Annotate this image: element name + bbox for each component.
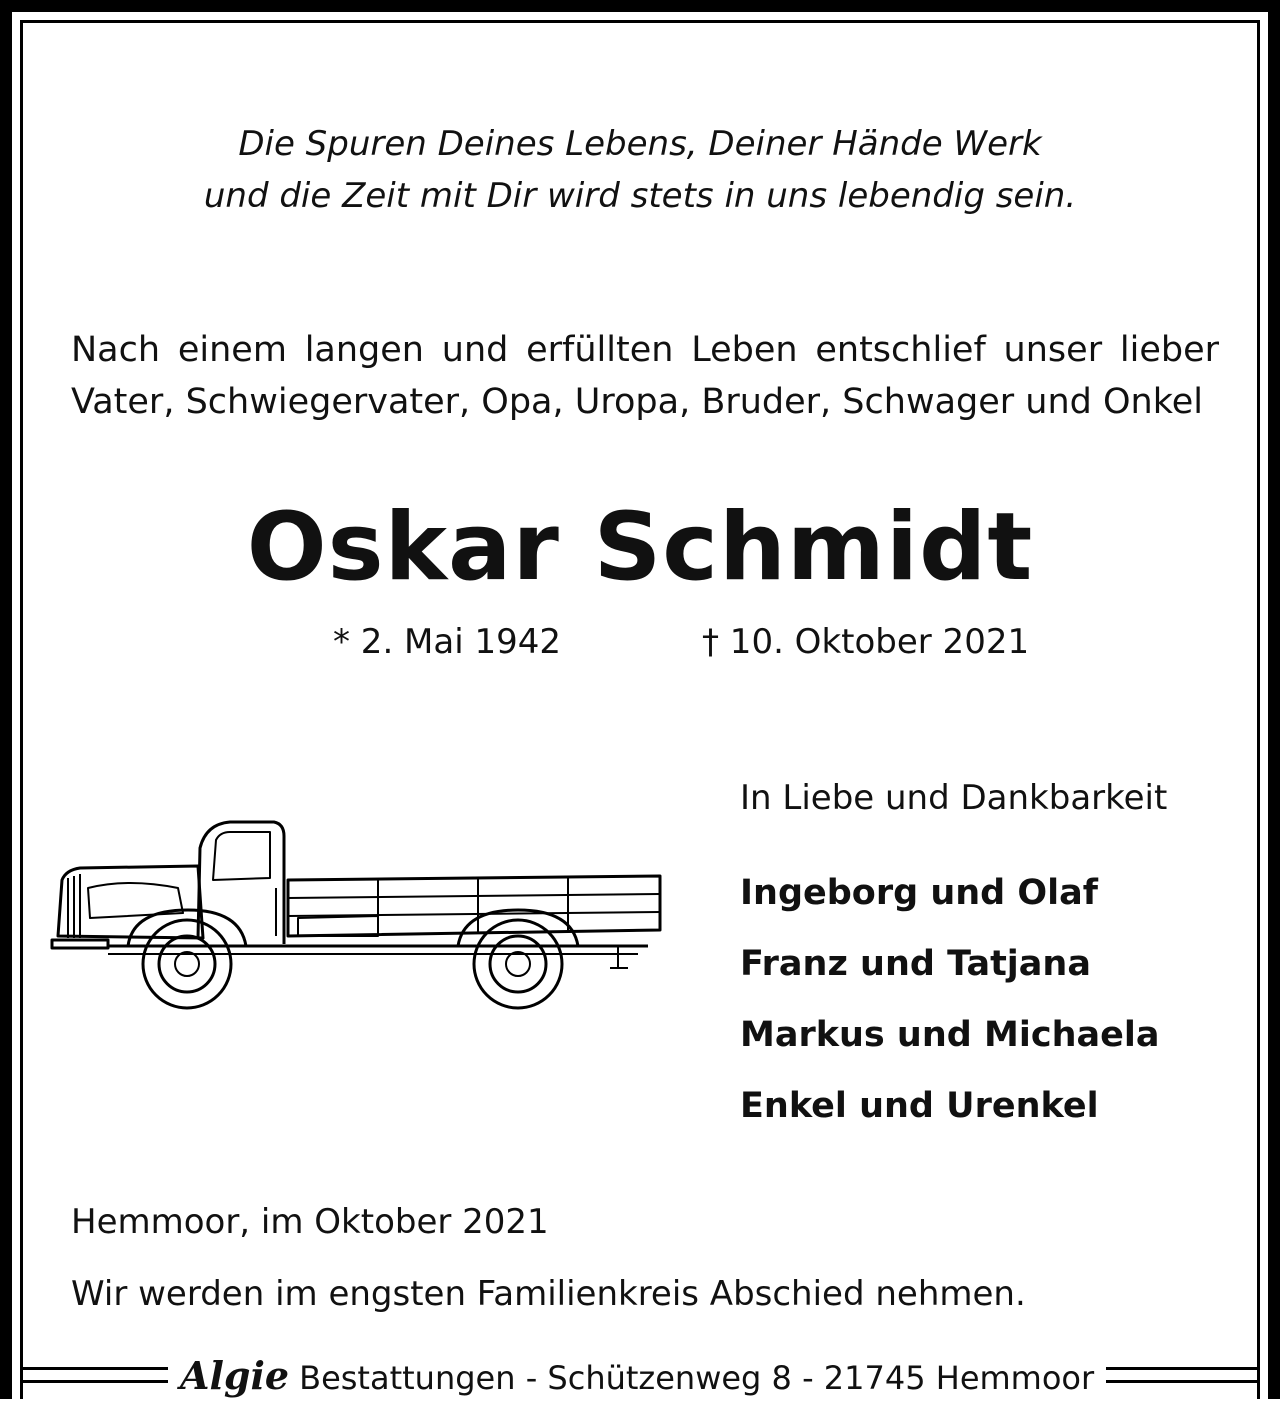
family-intro: In Liebe und Dankbarkeit	[740, 778, 1168, 818]
family-member: Markus und Michaela	[740, 1015, 1160, 1055]
birth-date: * 2. Mai 1942	[333, 622, 562, 662]
inner-border	[20, 20, 1260, 1399]
death-date: † 10. Oktober 2021	[702, 622, 1030, 662]
family-list	[740, 858, 1159, 1142]
family-member: Franz und Tatjana	[740, 944, 1091, 984]
deceased-name: Oskar Schmidt	[246, 493, 1034, 602]
quote-line-2: und die Zeit mit Dir wird stets in uns lebendig sein.	[203, 176, 1077, 216]
funeral-home-address: Bestattungen - Schützenweg 8 - 21745 Hemmoor	[299, 1359, 1095, 1397]
truck-illustration	[48, 818, 668, 1013]
family-member: Ingeborg und Olaf	[740, 873, 1098, 913]
funeral-home-footer	[168, 1352, 1106, 1399]
farewell-note: Wir werden im engsten Familienkreis Abschied nehmen.	[71, 1274, 1026, 1314]
intro-text: Nach einem langen und erfüllten Leben entschlief unser lieber Vater, Schwiegervater, Opa, Uropa, Bruder, Schwager und Onkel	[71, 330, 1219, 422]
quote-line-1: Die Spuren Deines Lebens, Deiner Hände Werk	[238, 124, 1042, 164]
memorial-quote	[0, 118, 1280, 222]
family-member: Enkel und Urenkel	[740, 1086, 1099, 1126]
funeral-home-logo: Algie	[180, 1353, 290, 1398]
place-date: Hemmoor, im Oktober 2021	[71, 1202, 549, 1242]
